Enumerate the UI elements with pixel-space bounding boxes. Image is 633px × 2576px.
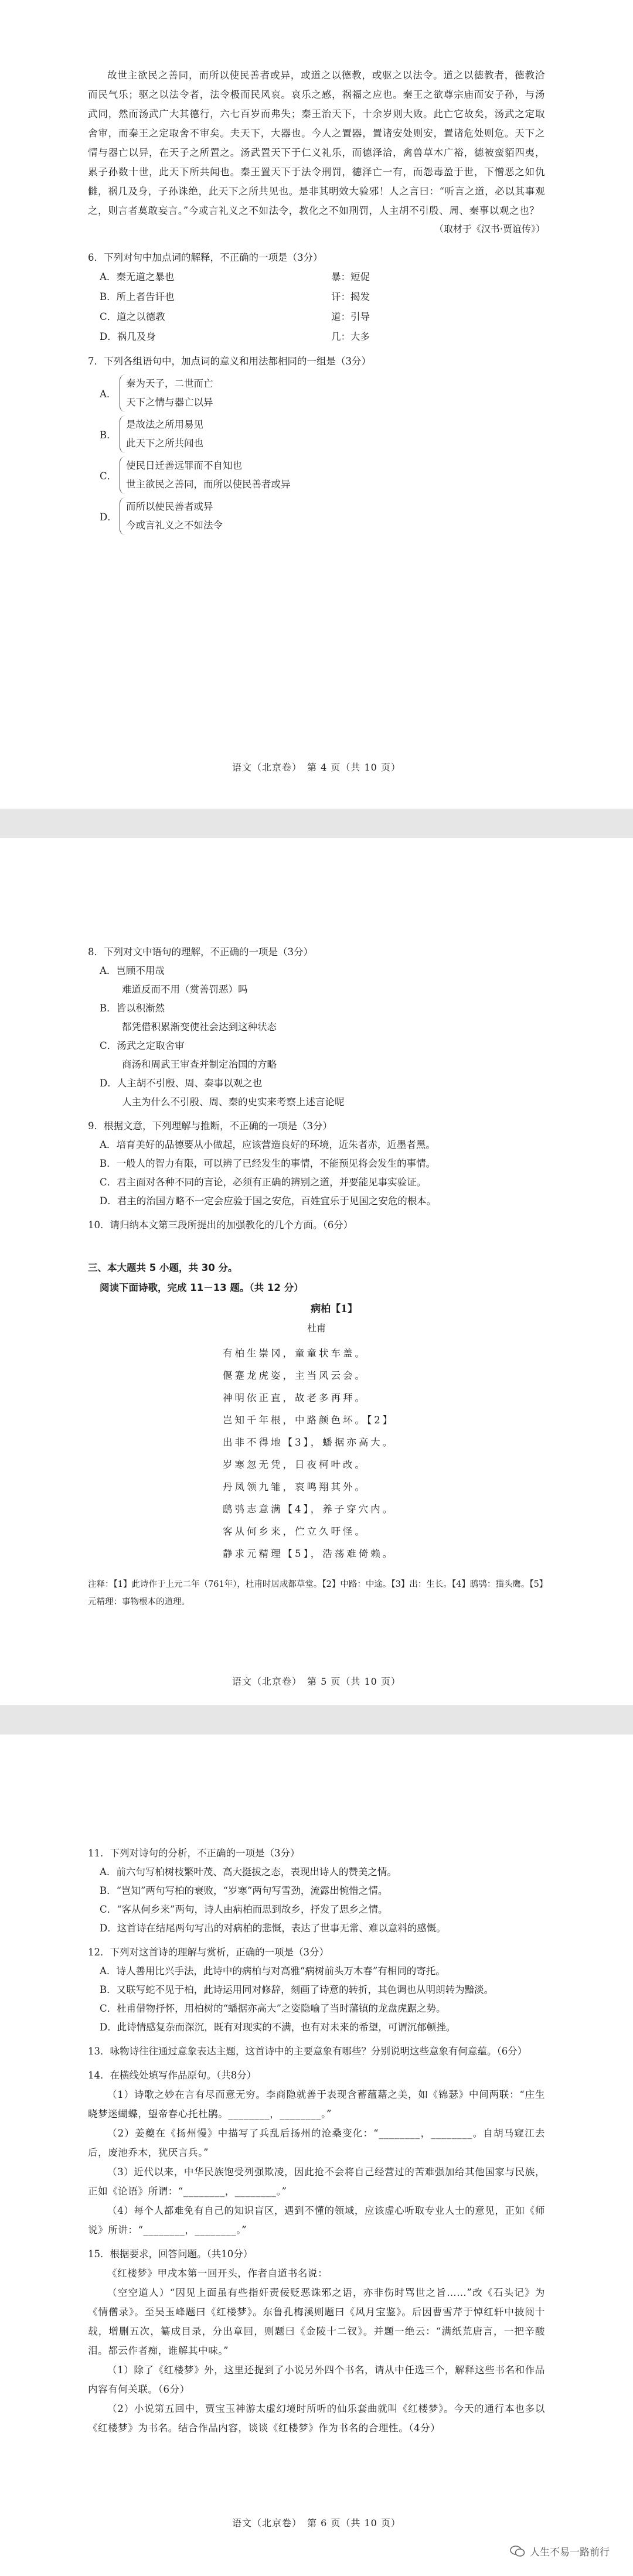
question-12-options — [88, 1962, 545, 2037]
question-11-options — [88, 1863, 545, 1938]
q7-option-c-line2: 世主欲民之善同，而所以使民善者或异 — [126, 479, 291, 490]
q7-option-c-label: C． — [100, 471, 117, 482]
q8-option-c-explain: 商汤和周武王审查并制定治国的方略 — [122, 1059, 277, 1070]
question-14-stem: 14．在横线处填写作品原句。（共8分） — [88, 2070, 257, 2081]
question-8-stem: 8．下列对文中语句的理解，不正确的一项是（3分） — [88, 946, 313, 958]
question-12-stem: 12．下列对这首诗的理解与赏析，正确的一项是（3分） — [88, 1947, 329, 1958]
poem-title: 病柏【1】 — [311, 1303, 358, 1315]
q7-option-d-label: D． — [100, 512, 117, 523]
exam-page-4 — [0, 0, 633, 809]
question-8-options — [88, 962, 545, 1112]
question-6-options — [88, 267, 545, 347]
q8-option-c: C．汤武之定取舍审 — [100, 1040, 185, 1051]
q15-item-2: （2）小说第五回中，贾宝玉神游太虚幻境时所听的仙乐套曲就叫《红楼梦》。今天的通行本也多以《红楼梦》为书名。结合作品内容，谈谈《红楼梦》作为书名的合理性。（4分） — [88, 2403, 545, 2434]
exam-page-5 — [0, 838, 633, 1705]
q7-option-d-line1: 而所以使民善者或异 — [126, 501, 213, 512]
q12-option-c: C．杜甫借物抒怀，用柏树的“蟠据亦高大”之姿隐喻了当时藩镇的龙盘虎踞之势。 — [100, 2003, 446, 2014]
q8-option-a: A．岂顾不用哉 — [100, 965, 165, 976]
q14-item-2: （2）姜夔在《扬州慢》中描写了兵乱后扬州的沧桑变化：“________，________。自胡马窥江去后，废池乔木，犹厌言兵。” — [88, 2128, 545, 2158]
page-5-footer: 语文（北京卷） 第 5 页（共 10 页） — [232, 1676, 401, 1687]
q6-option-a-gloss: 暴：短促 — [331, 271, 370, 282]
q8-option-b-explain: 都凭借积累渐变使社会达到这种状态 — [122, 1021, 277, 1033]
q7-option-b — [88, 415, 545, 453]
q7-option-d-line2: 今或言礼义之不如法令 — [126, 520, 223, 531]
q12-option-d: D．此诗情感复杂而深沉，既有对现实的不满，也有对未来的希望，可谓沉郁顿挫。 — [100, 2022, 456, 2033]
chat-bubble-icon — [510, 2545, 525, 2558]
q7-option-b-line1: 是故法之所用易见 — [126, 419, 203, 430]
watermark-text: 人生不易一路前行 — [530, 2547, 610, 2558]
q14-item-4: （4）每个人都难免有自己的知识盲区，遇到不懂的领域，应该虚心听取专业人士的意见，正如《师说》所讲：“________，________。” — [88, 2205, 545, 2236]
poem-line: 神明依正直，故老多再拜。 — [223, 1392, 367, 1403]
exam-page-6 — [0, 1735, 633, 2576]
q11-option-c: C．“客从何乡来”两句，诗人由病柏而思到故乡，抒发了思乡之情。 — [100, 1904, 388, 1915]
question-9-options — [88, 1136, 545, 1211]
q7-option-c-line1: 使民日迁善远罪而不自知也 — [126, 460, 242, 471]
poem-line: 岁寒忽无凭，日夜柯叶改。 — [223, 1459, 367, 1470]
q12-option-b: B．又联写蛇不见于柏，此诗运用同对修辞，刻画了诗意的转折，其色调也从明朗转为黯淡。 — [100, 1984, 494, 1995]
q9-option-d: D．君主的治国方略不一定会应验于国之安危，百姓宜乐于见国之安危的根本。 — [100, 1195, 437, 1207]
poem-line: 有柏生崇冈，童童状车盖。 — [223, 1348, 367, 1359]
poem-line: 岂知千年根，中路颜色坏。【2】 — [223, 1415, 395, 1426]
q6-option-a: A．秦无道之暴也 — [100, 271, 175, 282]
q6-option-c-gloss: 道：引导 — [331, 311, 370, 322]
section-three-heading: 三、本大题共 5 小题，共 30 分。 — [88, 1262, 238, 1273]
q6-option-b: B．所上者告讦也 — [100, 291, 175, 302]
q7-option-c — [88, 456, 545, 494]
q7-option-b-line2: 此天下之所共闻也 — [126, 438, 203, 449]
q6-option-d: D．祸几及身 — [100, 331, 156, 342]
q8-option-d-explain: 人主为什么不引殷、周、秦的史实来考察上述言论呢 — [122, 1096, 345, 1108]
poem-notes: 注释：【1】此诗作于上元二年（761年），杜甫时居成都草堂。【2】中路：中途。【3】出：生长。【4】鸱鸮：猫头鹰。【5】元精理：事物根本的道理。 — [88, 1580, 544, 1607]
q6-option-c: C．道之以德教 — [100, 311, 165, 322]
question-15-items — [88, 2264, 545, 2438]
q7-option-b-label: B． — [100, 430, 117, 441]
q12-option-a: A．诗人善用比兴手法，此诗中的病柏与对高雅“病树前头万木春”有相同的寄托。 — [100, 1965, 445, 1977]
q8-option-b: B．皆以积渐然 — [100, 1003, 165, 1014]
q11-option-a: A．前六句写柏树枝繁叶茂、高大挺拔之态，表现出诗人的赞美之情。 — [100, 1866, 397, 1878]
poem-line: 丹凤领九雏，哀鸣翔其外。 — [223, 1481, 367, 1493]
q7-option-a — [88, 374, 545, 412]
q11-option-b: B．“岂知”两句写柏的衰败，“岁寒”两句写雪劲，流露出惋惜之情。 — [100, 1885, 388, 1896]
q9-option-b: B．一般人的智力有限，可以辨了已经发生的事情，不能预见将会发生的事情。 — [100, 1158, 436, 1169]
page-4-footer: 语文（北京卷） 第 4 页（共 10 页） — [232, 762, 401, 773]
passage-source: （取材于《汉书·贾谊传》） — [434, 223, 545, 234]
q11-option-d: D．这首诗在结尾两句写出的对病柏的悲慨，表达了世事无常、难以意料的感慨。 — [100, 1923, 446, 1934]
poem-line: 客从何乡来，伫立久吁怪。 — [223, 1526, 367, 1537]
q6-option-b-gloss: 讦：揭发 — [331, 291, 370, 302]
poem-line: 偃蹇龙虎姿，主当风云会。 — [223, 1370, 367, 1381]
poem-author: 杜甫 — [307, 1323, 326, 1334]
q9-option-c: C．君主面对各种不同的言论，必须有正确的辨别之道，并要能见事实验证。 — [100, 1177, 427, 1188]
q6-option-d-gloss: 几：大多 — [331, 331, 370, 342]
page-6-footer: 语文（北京卷） 第 6 页（共 10 页） — [232, 2517, 401, 2529]
poem-body — [223, 1342, 410, 1565]
q14-item-1: （1）诗歌之妙在言有尽而意无穷。李商隐就善于表现含蓄蕴藉之美，如《锦瑟》中间两联：“庄生晓梦迷蝴蝶，望帝春心托杜鹃。________，________。” — [88, 2089, 545, 2120]
q7-option-a-label: A． — [100, 389, 117, 400]
q8-option-a-explain: 难道反而不用（赏善罚恶）吗 — [122, 984, 248, 995]
q15-item-1: （1）除了《红楼梦》外，这里还提到了小说另外四个书名，请从中任选三个，解释这些书名和作品内容有何关联。（6分） — [88, 2364, 545, 2395]
q9-option-a: A．培育美好的品德要从小做起，应该营造良好的环境，近朱者赤，近墨者黑。 — [100, 1139, 435, 1150]
question-7-stem: 7．下列各组语句中，加点词的意义和用法都相同的一组是（3分） — [88, 356, 371, 367]
poem-line: 鸱鸮志意满【4】，养子穿穴内。 — [223, 1504, 395, 1515]
question-14-items — [88, 2085, 545, 2240]
q7-option-a-line1: 秦为天子，二世而亡 — [126, 378, 213, 389]
question-13: 13．咏物诗往往通过意象表达主题，这首诗中的主要意象有哪些？分别说明这些意象有何意蕴。（6分） — [88, 2046, 528, 2057]
poem-line: 出非不得地【3】，蟠据亦高大。 — [223, 1437, 395, 1448]
question-9-stem: 9．根据文意，下列理解与推断，不正确的一项是（3分） — [88, 1120, 332, 1132]
q15-quote: （空空道人）“因见上面虽有些指奸责佞贬恶诛邪之语，亦非伤时骂世之旨……”改《石头记》为《情僧录》。至吴玉峰题曰《红楼梦》。东鲁孔梅溪则题曰《风月宝鉴》。后因曹雪芹于悼红轩中披阅十载，增删五次，纂成目录，分出章回，则题曰《金陵十二钗》。并题一绝云：“满纸荒唐言，一把辛酸泪。都云作者痴，谁解其中味。” — [88, 2287, 545, 2356]
q8-option-d: D．人主胡不引殷、周、秦事以观之也 — [100, 1078, 263, 1089]
question-11-stem: 11．下列对诗句的分析，不正确的一项是（3分） — [88, 1848, 300, 1859]
question-15-stem: 15．根据要求，回答问题。（共10分） — [88, 2248, 253, 2260]
q7-option-a-line2: 天下之情与器亡以异 — [126, 397, 213, 408]
account-watermark — [510, 2544, 610, 2558]
poem-line: 静求元精理【5】，浩荡难倚赖。 — [223, 1548, 395, 1559]
question-10: 10．请归纳本文第三段所提出的加强教化的几个方面。（6分） — [88, 1219, 353, 1231]
poem-instruction: 阅读下面诗歌，完成 11－13 题。（共 12 分） — [100, 1282, 304, 1293]
q7-option-d — [88, 498, 545, 535]
q15-intro: 《红楼梦》甲戌本第一回开头，作者自道书名说： — [107, 2268, 328, 2279]
question-6-stem: 6．下列对句中加点词的解释，不正确的一项是（3分） — [88, 252, 323, 263]
classical-passage: 故世主欲民之善同，而所以使民善者或异，或道之以德教，或驱之以法令。道之以德教者，德教洽而民气乐；驱之以法令者，法令极而民风哀。哀乐之感，祸福之应也。秦王之欲尊宗庙而安子孙，与汤武同，然而汤武广大其德行，六七百岁而弗失；秦王治天下，十余岁则大败。此亡它故矣，汤武之定取舍审，而秦王之定取舍不审矣。夫天下，大器也。今人之置器，置诸安处则安，置诸危处则危。天下之情与器亡以异，在天子之所置之。汤武置天下于仁义礼乐，而德泽洽，禽兽草木广裕，德被蛮貊四夷，累子孙数十世，此天下所共闻也。秦王置天下于法令刑罚，德泽亡一有，而怨毒盈于世，下憎恶之如仇雠，祸几及身，子孙诛绝，此天下之所共见也。是非其明效大验邪！人之言曰：“听言之道，必以其事观之，则言者莫敢妄言。”今或言礼义之不如法令，教化之不如刑罚，人主胡不引殷、周、秦事以观之也？ — [88, 70, 545, 216]
q14-item-3: （3）近代以来，中华民族饱受列强欺凌，因此抢不会将自己经营过的苦难强加给其他国家与民族，正如《论语》所谓：“________，________。” — [88, 2166, 545, 2197]
